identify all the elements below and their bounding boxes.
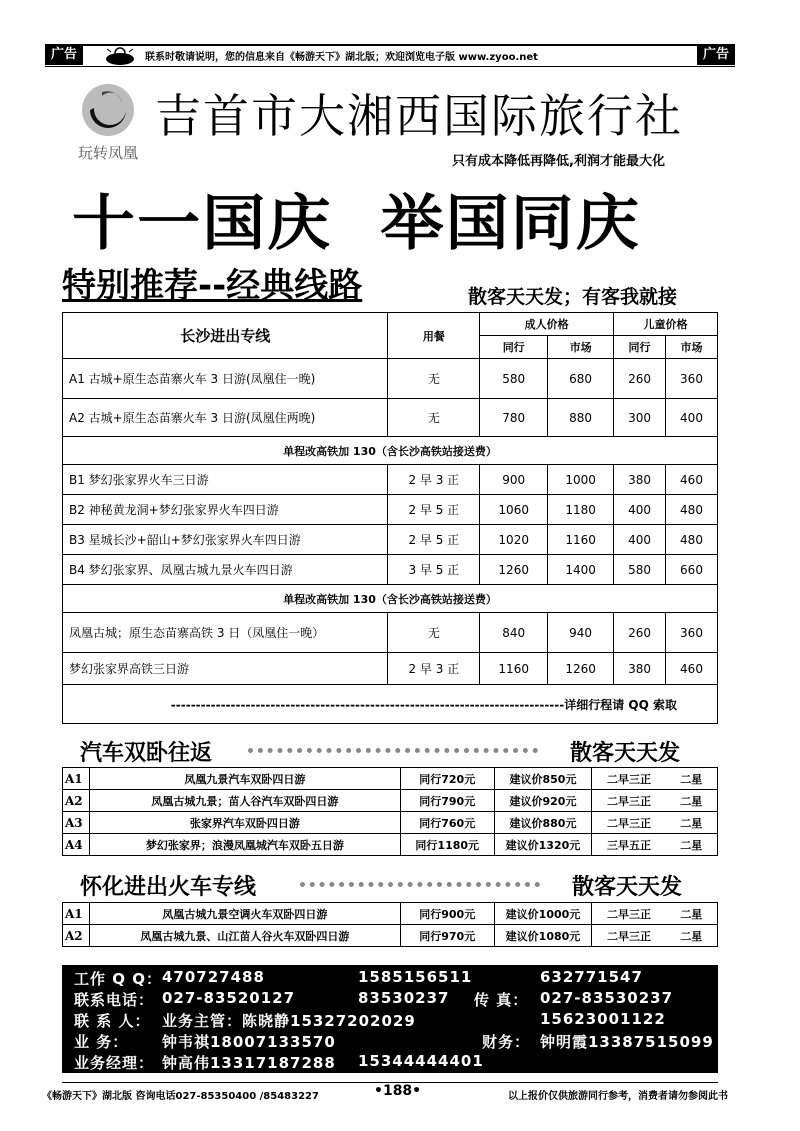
fax-label: 传 真：: [474, 991, 529, 1009]
adult-peer-cell: 780: [480, 399, 548, 437]
table-row: [63, 465, 718, 495]
suggested-price-cell: 建议价920元: [494, 790, 592, 812]
adult-market-header: 市场: [548, 336, 614, 359]
meal-header: 用餐: [388, 313, 480, 359]
meals-cell: 三早五正: [592, 834, 666, 856]
manager-label: 业务经理：: [74, 1054, 155, 1072]
route-cell: A1 古城+原生态苗寨火车 3 日游(凤凰住一晚): [63, 359, 388, 399]
meal-cell: 无: [388, 399, 480, 437]
subhead-tag: 散客天天发；有客我就接: [468, 286, 678, 308]
adult-peer-cell: 840: [480, 613, 548, 653]
table-row: [63, 399, 718, 437]
table-row: [63, 613, 718, 653]
meal-cell: 2 早 3 正: [388, 465, 480, 495]
peer-price-cell: 同行970元: [400, 925, 494, 947]
peer-price-cell: 同行1180元: [400, 834, 494, 856]
adult-market-cell: 1160: [548, 525, 614, 555]
meals-cell: 二早三正: [592, 790, 666, 812]
child-peer-cell: 300: [614, 399, 666, 437]
meals-cell: 二早三正: [592, 812, 666, 834]
table-header-row: [63, 313, 718, 336]
adult-peer-cell: 900: [480, 465, 548, 495]
bus-section-dots: [248, 748, 538, 753]
finance-label: 财务：: [482, 1033, 531, 1051]
mascot-icon: [101, 46, 139, 66]
hotel-level-cell: 二星: [666, 903, 718, 925]
adult-peer-header: 同行: [480, 336, 548, 359]
train-table: [62, 902, 718, 947]
route-code: A3: [63, 812, 90, 834]
child-market-cell: 460: [666, 653, 718, 685]
train-section-title: 怀化进出火车专线: [80, 875, 257, 900]
ad-label-right: 广告: [697, 45, 735, 65]
high-speed-note: 单程改高铁加 130（含长沙高铁站接送费）: [63, 585, 718, 613]
peer-price-cell: 同行790元: [400, 790, 494, 812]
table-title: 长沙进出专线: [63, 313, 388, 359]
qq-3: 632771547: [540, 968, 643, 986]
page-footer: [42, 1082, 728, 1103]
train-section-tag: 散客天天发: [572, 875, 683, 900]
suggested-price-cell: 建议价1000元: [494, 903, 592, 925]
route-cell: 凤凰古城；原生态苗寨高铁 3 日（凤凰住一晚）: [63, 613, 388, 653]
slogan: 只有成本降低再降低,利润才能最大化: [452, 154, 665, 169]
adult-market-cell: 1000: [548, 465, 614, 495]
ad-label-left: 广告: [45, 45, 83, 65]
phone-label: 联系电话：: [74, 991, 155, 1009]
child-market-header: 市场: [666, 336, 718, 359]
contact-box: [62, 965, 718, 1073]
price-table: [62, 312, 718, 724]
child-market-cell: 480: [666, 495, 718, 525]
adult-market-cell: 1180: [548, 495, 614, 525]
route-cell: B2 神秘黄龙洞+梦幻张家界火车四日游: [63, 495, 388, 525]
manager-phone-2: 15344444401: [358, 1052, 484, 1070]
table-row: [63, 359, 718, 399]
high-speed-note: 单程改高铁加 130（含长沙高铁站接送费）: [63, 437, 718, 465]
table-row: [63, 903, 718, 925]
route-code: A2: [63, 790, 90, 812]
footer-right: 以上报价仅供旅游同行参考，消费者请勿参阅此书: [508, 1091, 728, 1102]
adult-peer-cell: 1060: [480, 495, 548, 525]
adult-market-cell: 880: [548, 399, 614, 437]
table-note-row: [63, 437, 718, 465]
child-peer-cell: 260: [614, 613, 666, 653]
route-code: A1: [63, 768, 90, 790]
hotel-level-cell: 二星: [666, 925, 718, 947]
qq-2: 1585156511: [358, 968, 473, 986]
route-code: A2: [63, 925, 90, 947]
child-peer-cell: 400: [614, 525, 666, 555]
meal-cell: 无: [388, 613, 480, 653]
phoenix-logo: [72, 80, 144, 160]
meals-cell: 二早三正: [592, 768, 666, 790]
route-cell: 凤凰古城九景空调火车双卧四日游: [89, 903, 400, 925]
hotel-level-cell: 二星: [666, 812, 718, 834]
hotel-level-cell: 二星: [666, 768, 718, 790]
route-cell: A2 古城+原生态苗寨火车 3 日游(凤凰住两晚): [63, 399, 388, 437]
suggested-price-cell: 建议价850元: [494, 768, 592, 790]
fax-number: 027-83530237: [540, 989, 674, 1007]
phone-1: 027-83520127: [162, 989, 296, 1007]
child-market-cell: 660: [666, 555, 718, 585]
company-name: 吉首市大湘西国际旅行社: [155, 89, 683, 143]
business-label: 业 务：: [74, 1033, 129, 1051]
meal-cell: 无: [388, 359, 480, 399]
train-section-dots: [300, 882, 540, 887]
meal-cell: 2 早 3 正: [388, 653, 480, 685]
child-peer-cell: 260: [614, 359, 666, 399]
child-peer-cell: 400: [614, 495, 666, 525]
route-cell: B3 星城长沙+韶山+梦幻张家界火车四日游: [63, 525, 388, 555]
phoenix-swirl-icon: [72, 80, 144, 140]
table-row: [63, 495, 718, 525]
itinerary-note: -------------------------------------------------------------------------------详细行程请 QQ 索取: [63, 685, 718, 724]
meals-cell: 二早三正: [592, 925, 666, 947]
child-peer-cell: 380: [614, 653, 666, 685]
adult-peer-cell: 1160: [480, 653, 548, 685]
route-cell: 梦幻张家界；浪漫凤凰城汽车双卧五日游: [89, 834, 400, 856]
business-value: 钟韦祺18007133570: [162, 1033, 336, 1051]
child-peer-header: 同行: [614, 336, 666, 359]
table-row: [63, 834, 718, 856]
manager-value: 钟高伟13317187288: [162, 1054, 336, 1072]
table-row: [63, 768, 718, 790]
route-cell: B1 梦幻张家界火车三日游: [63, 465, 388, 495]
route-cell: 张家界汽车双卧四日游: [89, 812, 400, 834]
meals-cell: 二早三正: [592, 903, 666, 925]
table-row: [63, 653, 718, 685]
adult-market-cell: 940: [548, 613, 614, 653]
table-row: [63, 525, 718, 555]
route-code: A1: [63, 903, 90, 925]
route-cell: 梦幻张家界高铁三日游: [63, 653, 388, 685]
table-note-row: [63, 585, 718, 613]
footer-left: 《畅游天下》湖北版 咨询电话027-85350400 /85483227: [42, 1091, 319, 1102]
bus-section-tag: 散客天天发: [570, 741, 681, 766]
table-footer-row: [63, 685, 718, 724]
headline: 十一国庆 举国同庆: [72, 189, 641, 259]
top-banner: [45, 44, 735, 67]
child-market-cell: 460: [666, 465, 718, 495]
child-market-cell: 480: [666, 525, 718, 555]
suggested-price-cell: 建议价1320元: [494, 834, 592, 856]
adult-peer-cell: 580: [480, 359, 548, 399]
child-market-cell: 360: [666, 359, 718, 399]
phone-2: 83530237: [358, 989, 450, 1007]
top-note: 联系时敬请说明，您的信息来自《畅游天下》湖北版；欢迎浏览电子版 www.zyoo.net: [145, 52, 538, 63]
person-phone-2: 15623001122: [540, 1010, 666, 1028]
child-peer-cell: 380: [614, 465, 666, 495]
qq-1: 470727488: [162, 968, 265, 986]
suggested-price-cell: 建议价880元: [494, 812, 592, 834]
child-price-header: 儿童价格: [614, 313, 718, 336]
adult-market-cell: 1400: [548, 555, 614, 585]
bus-section-title: 汽车双卧往返: [80, 741, 213, 766]
suggested-price-cell: 建议价1080元: [494, 925, 592, 947]
route-cell: 凤凰古城九景、山江苗人谷火车双卧四日游: [89, 925, 400, 947]
route-cell: 凤凰古城九景；苗人谷汽车双卧四日游: [89, 790, 400, 812]
child-market-cell: 360: [666, 613, 718, 653]
hotel-level-cell: 二星: [666, 834, 718, 856]
hotel-level-cell: 二星: [666, 790, 718, 812]
route-cell: 凤凰九景汽车双卧四日游: [89, 768, 400, 790]
meal-cell: 2 早 5 正: [388, 525, 480, 555]
route-code: A4: [63, 834, 90, 856]
person-label: 联 系 人：: [74, 1012, 151, 1030]
table-row: [63, 555, 718, 585]
qq-label: 工作 Q Q：: [74, 970, 162, 988]
peer-price-cell: 同行900元: [400, 903, 494, 925]
bus-table: [62, 767, 718, 856]
adult-peer-cell: 1260: [480, 555, 548, 585]
adult-market-cell: 680: [548, 359, 614, 399]
meal-cell: 3 早 5 正: [388, 555, 480, 585]
peer-price-cell: 同行760元: [400, 812, 494, 834]
meal-cell: 2 早 5 正: [388, 495, 480, 525]
peer-price-cell: 同行720元: [400, 768, 494, 790]
logo-text: 玩转凤凰: [77, 144, 138, 162]
table-row: [63, 925, 718, 947]
route-cell: B4 梦幻张家界、凤凰古城九景火车四日游: [63, 555, 388, 585]
person-value: 业务主管：陈晓静15327202029: [162, 1012, 416, 1030]
adult-peer-cell: 1020: [480, 525, 548, 555]
adult-price-header: 成人价格: [480, 313, 614, 336]
adult-market-cell: 1260: [548, 653, 614, 685]
page-number: •188•: [374, 1083, 422, 1099]
child-peer-cell: 580: [614, 555, 666, 585]
table-row: [63, 812, 718, 834]
finance-value: 钟明霞13387515099: [540, 1033, 714, 1051]
subhead: 特别推荐--经典线路: [62, 266, 363, 306]
table-row: [63, 790, 718, 812]
child-market-cell: 400: [666, 399, 718, 437]
